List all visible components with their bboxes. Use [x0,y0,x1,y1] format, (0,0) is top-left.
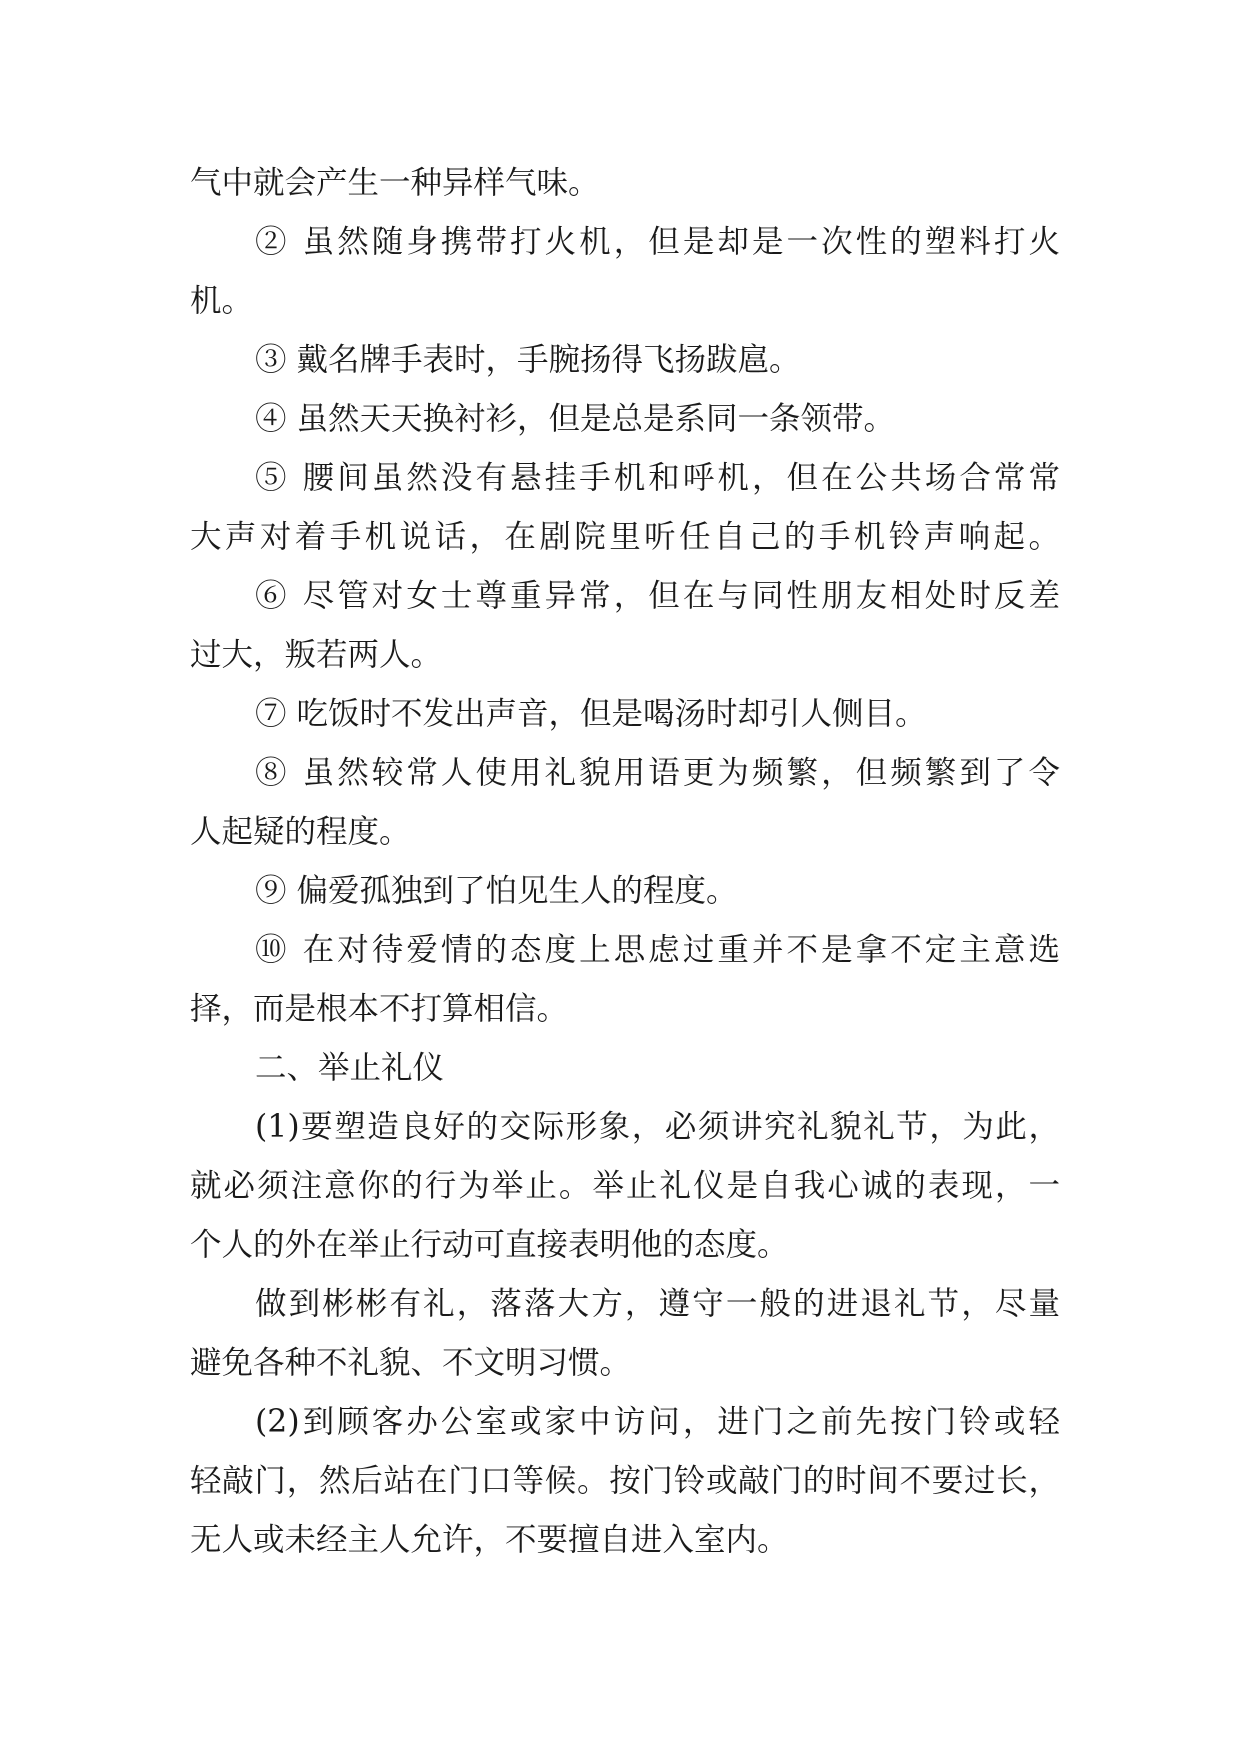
list-item-9: ⑨ 偏爱孤独到了怕见生人的程度。 [255,873,738,909]
text-line: 人起疑的程度。 [190,814,411,850]
text-line: 机。 [190,283,254,319]
list-item-6: ⑥ 尽管对女士尊重异常，但在与同性朋友相处时反差 [255,578,1060,614]
text-line: 大声对着手机说话，在剧院里听任自己的手机铃声响起。 [190,519,1060,555]
document-body [190,154,1060,1570]
paragraph-2-line: (2)到顾客办公室或家中访问，进门之前先按门铃或轻 [255,1404,1060,1440]
text-line: 个人的外在举止行动可直接表明他的态度。 [190,1227,789,1263]
list-item-10: ⑩ 在对待爱情的态度上思虑过重并不是拿不定主意选 [255,932,1060,968]
text-line: 就必须注意你的行为举止。举止礼仪是自我心诚的表现，一 [190,1168,1060,1204]
list-item-4: ④ 虽然天天换衬衫，但是总是系同一条领带。 [255,401,896,437]
list-item-8: ⑧ 虽然较常人使用礼貌用语更为频繁，但频繁到了令 [255,755,1060,791]
list-item-3: ③ 戴名牌手表时，手腕扬得飞扬跋扈。 [255,342,801,378]
text-line: 无人或未经主人允许，不要擅自进入室内。 [190,1522,789,1558]
text-line: 过大，叛若两人。 [190,637,443,673]
text-line: 轻敲门，然后站在门口等候。按门铃或敲门的时间不要过长， [190,1463,1060,1499]
text-line: 避免各种不礼貌、不文明习惯。 [190,1345,632,1381]
text-line: 气中就会产生一种异样气味。 [190,165,600,201]
list-item-2: ② 虽然随身携带打火机，但是却是一次性的塑料打火 [255,224,1060,260]
paragraph-1-line: (1)要塑造良好的交际形象，必须讲究礼貌礼节，为此， [255,1109,1060,1145]
list-item-5: ⑤ 腰间虽然没有悬挂手机和呼机，但在公共场合常常 [255,460,1060,496]
text-line: 择，而是根本不打算相信。 [190,991,569,1027]
paragraph-line: 做到彬彬有礼，落落大方，遵守一般的进退礼节，尽量 [255,1286,1060,1322]
list-item-7: ⑦ 吃饭时不发出声音，但是喝汤时却引人侧目。 [255,696,927,732]
section-heading: 二、举止礼仪 [255,1050,445,1086]
